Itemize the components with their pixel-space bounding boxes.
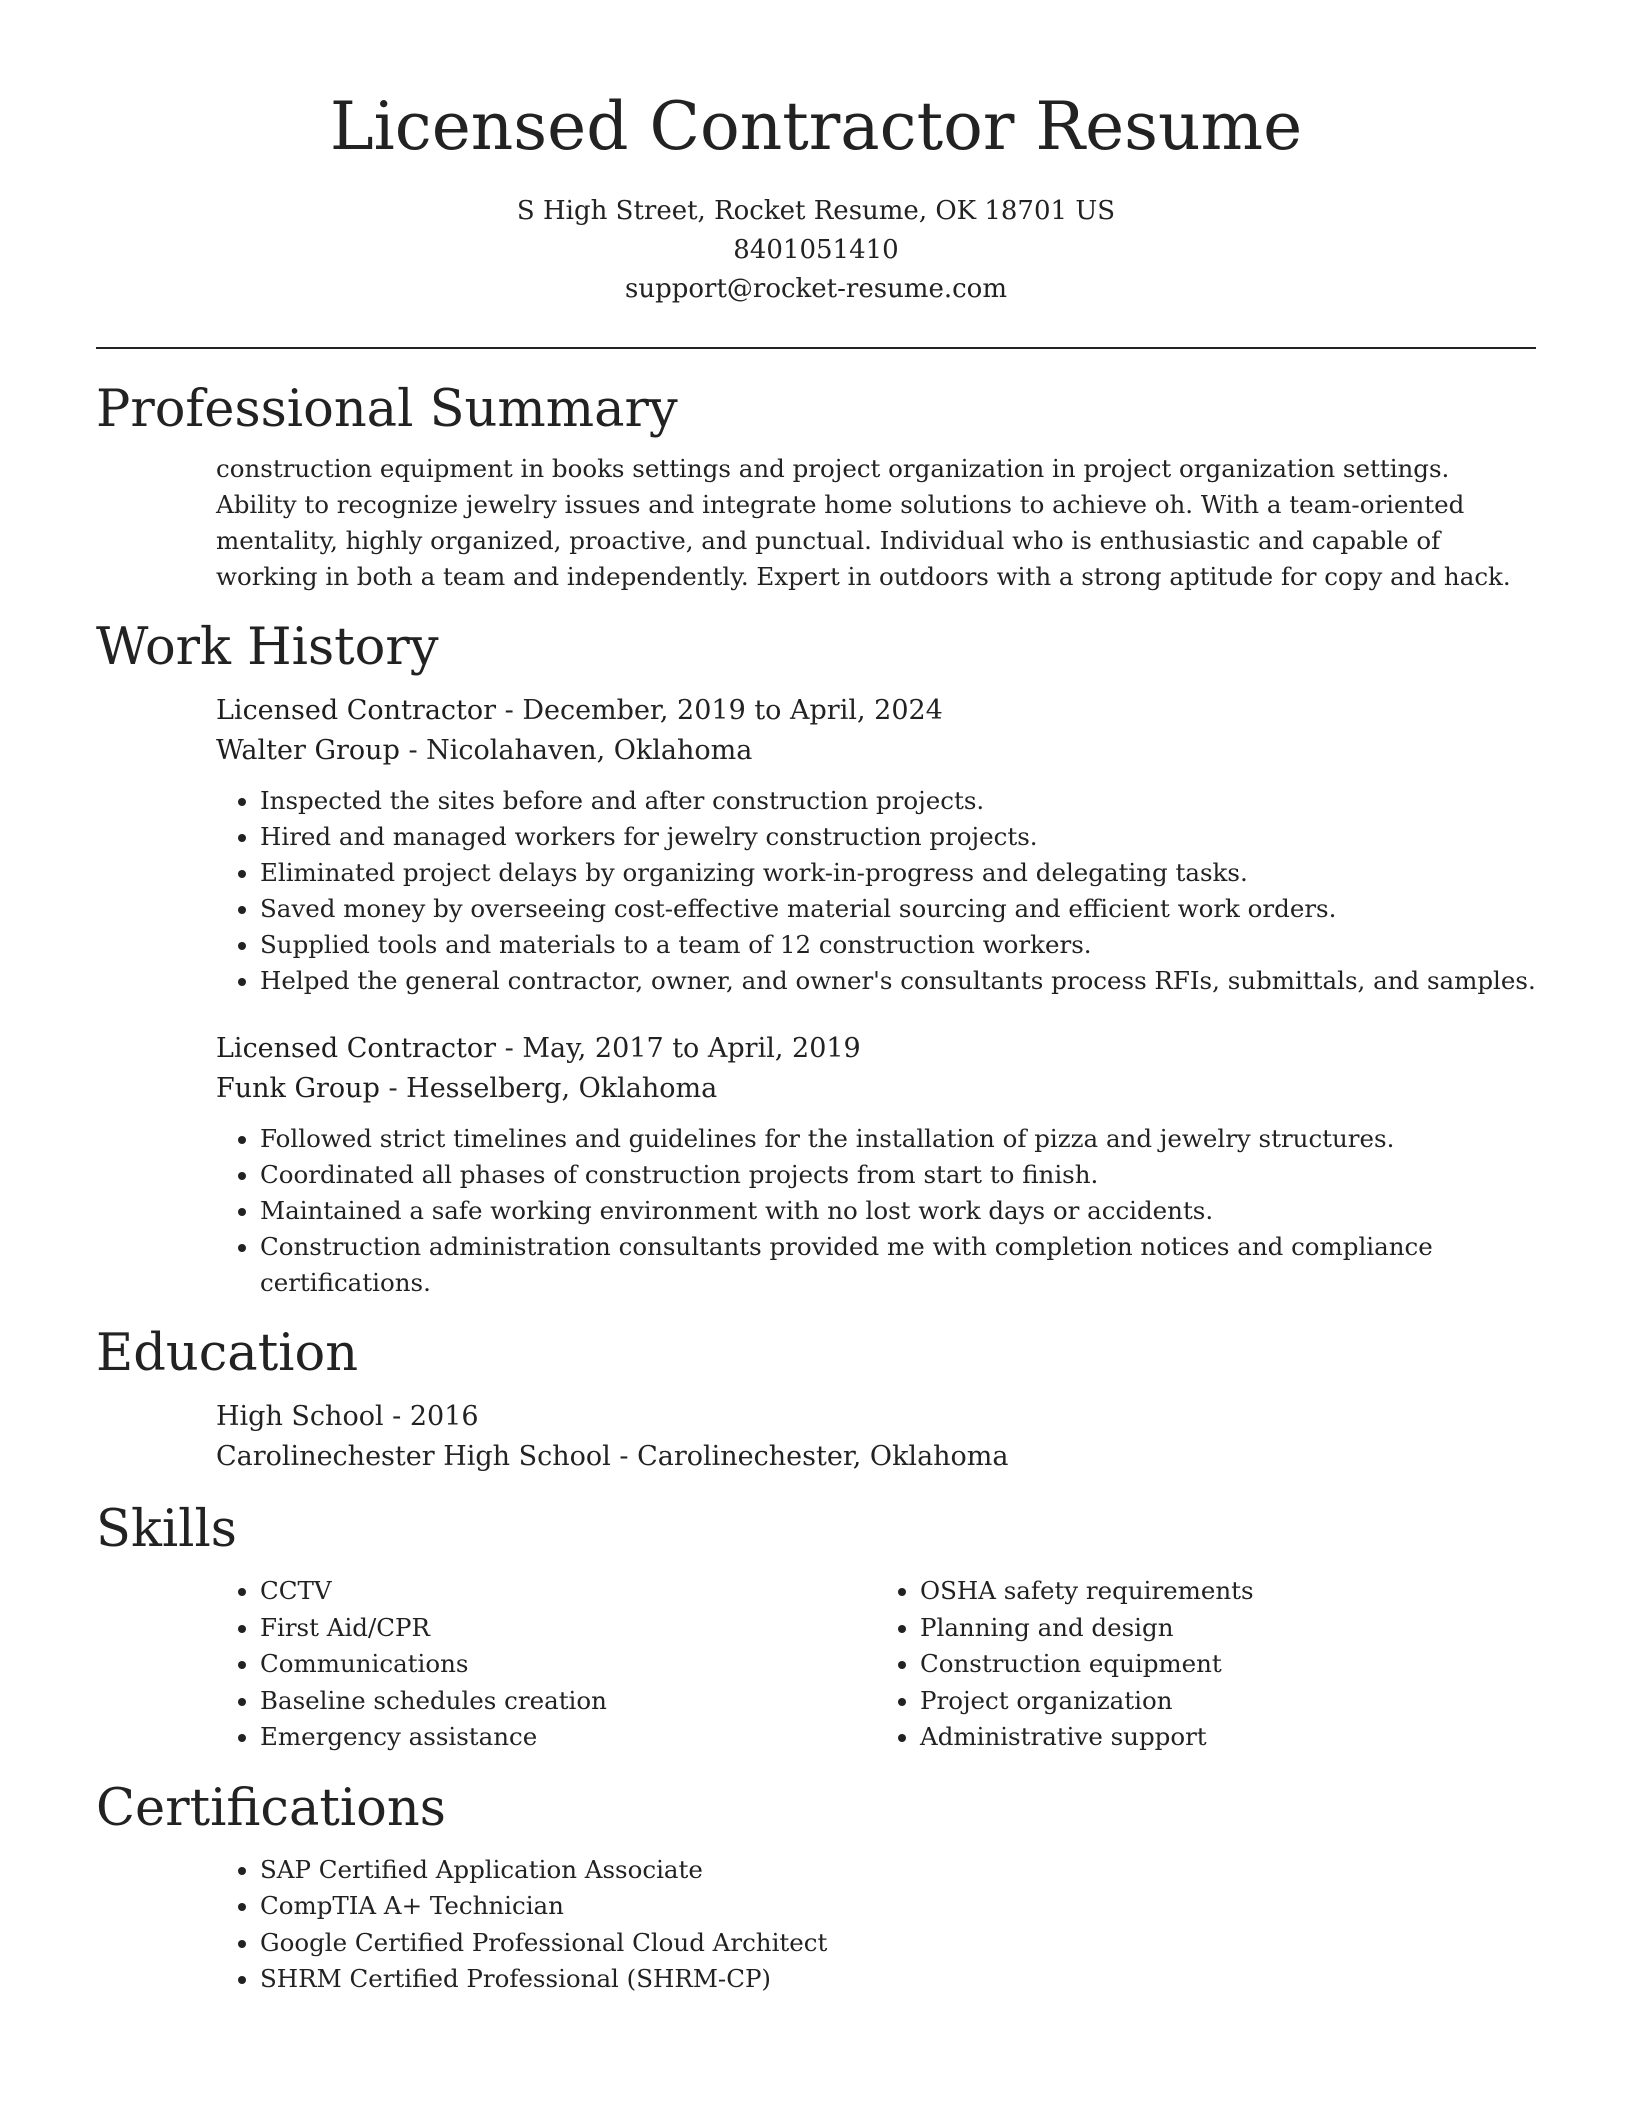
job-entry [216,691,1536,999]
certification-item: • CompTIA A+ Technician [260,1888,1536,1925]
skill-item: • First Aid/CPR [260,1610,876,1647]
education-degree-line [216,1397,1536,1437]
job-location: - Nicolahaven, Oklahoma [399,735,753,766]
skills-heading: Skills [96,1500,237,1559]
job-location: - Hesselberg, Oklahoma [379,1073,718,1104]
education-heading: Education [96,1324,359,1383]
education-year: - 2016 [383,1401,479,1432]
education-degree: High School [216,1401,384,1432]
job-bullet: • Maintained a safe working environment with no lost work days or accidents. [260,1193,1536,1229]
skill-item: • Administrative support [920,1719,1536,1756]
summary-text: construction equipment in books settings and project organization in project organization settings. Ability to recognize jewelry issues and integrate home solutions to achieve oh. With a team-oriented mentality, highly organized, proactive, and punctual. Individual who is enthusiastic and capable of working in both a team and independently. Expert in outdoors with a strong aptitude for copy and hack. [216,454,1511,591]
education-location: - Carolinechester, Oklahoma [610,1441,1009,1472]
job-company-line [216,1069,1536,1109]
job-dates: - December, 2019 to April, 2024 [496,695,943,726]
header-divider [96,347,1536,349]
resume-title: Licensed Contractor Resume [329,88,1303,165]
job-company: Funk Group [216,1073,380,1104]
job-bullet: • Construction administration consultants provided me with completion notices and compliance certifications. [260,1229,1536,1301]
job-bullet: • Helped the general contractor, owner, and owner's consultants process RFIs, submittals, and samples. [260,963,1536,999]
skill-item: • OSHA safety requirements [920,1573,1536,1610]
job-bullet: • Supplied tools and materials to a team of 12 construction workers. [260,927,1536,963]
skills-column-right [876,1573,1536,1756]
education-school-line [216,1437,1536,1477]
skill-item: • CCTV [260,1573,876,1610]
contact-address: S High Street, Rocket Resume, OK 18701 US [516,196,1116,226]
job-bullet: • Coordinated all phases of construction projects from start to finish. [260,1157,1536,1193]
contact-email: support@rocket-resume.com [624,274,1007,304]
skills-section [96,1499,1536,1756]
skills-grid [216,1573,1536,1756]
job-bullet: • Eliminated project delays by organizing work-in-progress and delegating tasks. [260,855,1536,891]
job-role: Licensed Contractor [216,695,497,726]
job-company: Walter Group [216,735,400,766]
job-bullet: • Followed strict timelines and guidelines for the installation of pizza and jewelry structures. [260,1121,1536,1157]
certifications-list [216,1852,1536,1998]
skill-item: • Emergency assistance [260,1719,876,1756]
education-section [96,1323,1536,1477]
job-bullet: • Hired and managed workers for jewelry construction projects. [260,819,1536,855]
job-bullet: • Saved money by overseeing cost-effective material sourcing and efficient work orders. [260,891,1536,927]
work-history-heading: Work History [96,618,439,677]
job-bullets [216,783,1536,999]
education-entry [216,1397,1536,1477]
education-school: Carolinechester High School [216,1441,611,1472]
job-bullet: • Inspected the sites before and after construction projects. [260,783,1536,819]
certifications-heading: Certifications [96,1778,446,1838]
certifications-section [96,1778,1536,1998]
certification-item: • SHRM Certified Professional (SHRM-CP) [260,1961,1536,1998]
summary-heading: Professional Summary [96,380,678,439]
job-dates: - May, 2017 to April, 2019 [496,1033,861,1064]
contact-phone: 8401051410 [733,235,899,265]
job-company-line [216,731,1536,771]
certification-item: • SAP Certified Application Associate [260,1852,1536,1889]
job-title-line [216,691,1536,731]
skill-item: • Planning and design [920,1610,1536,1647]
job-role: Licensed Contractor [216,1033,497,1064]
skills-column-left [216,1573,876,1756]
resume-header [96,0,1536,309]
job-title-line [216,1029,1536,1069]
certification-item: • Google Certified Professional Cloud Architect [260,1925,1536,1962]
contact-info [96,192,1536,309]
job-entry [216,1029,1536,1301]
skill-item: • Project organization [920,1683,1536,1720]
work-history-section [96,617,1536,1301]
skill-item: • Communications [260,1646,876,1683]
summary-section [96,379,1536,595]
skill-item: • Construction equipment [920,1646,1536,1683]
job-bullets [216,1121,1536,1301]
skill-item: • Baseline schedules creation [260,1683,876,1720]
